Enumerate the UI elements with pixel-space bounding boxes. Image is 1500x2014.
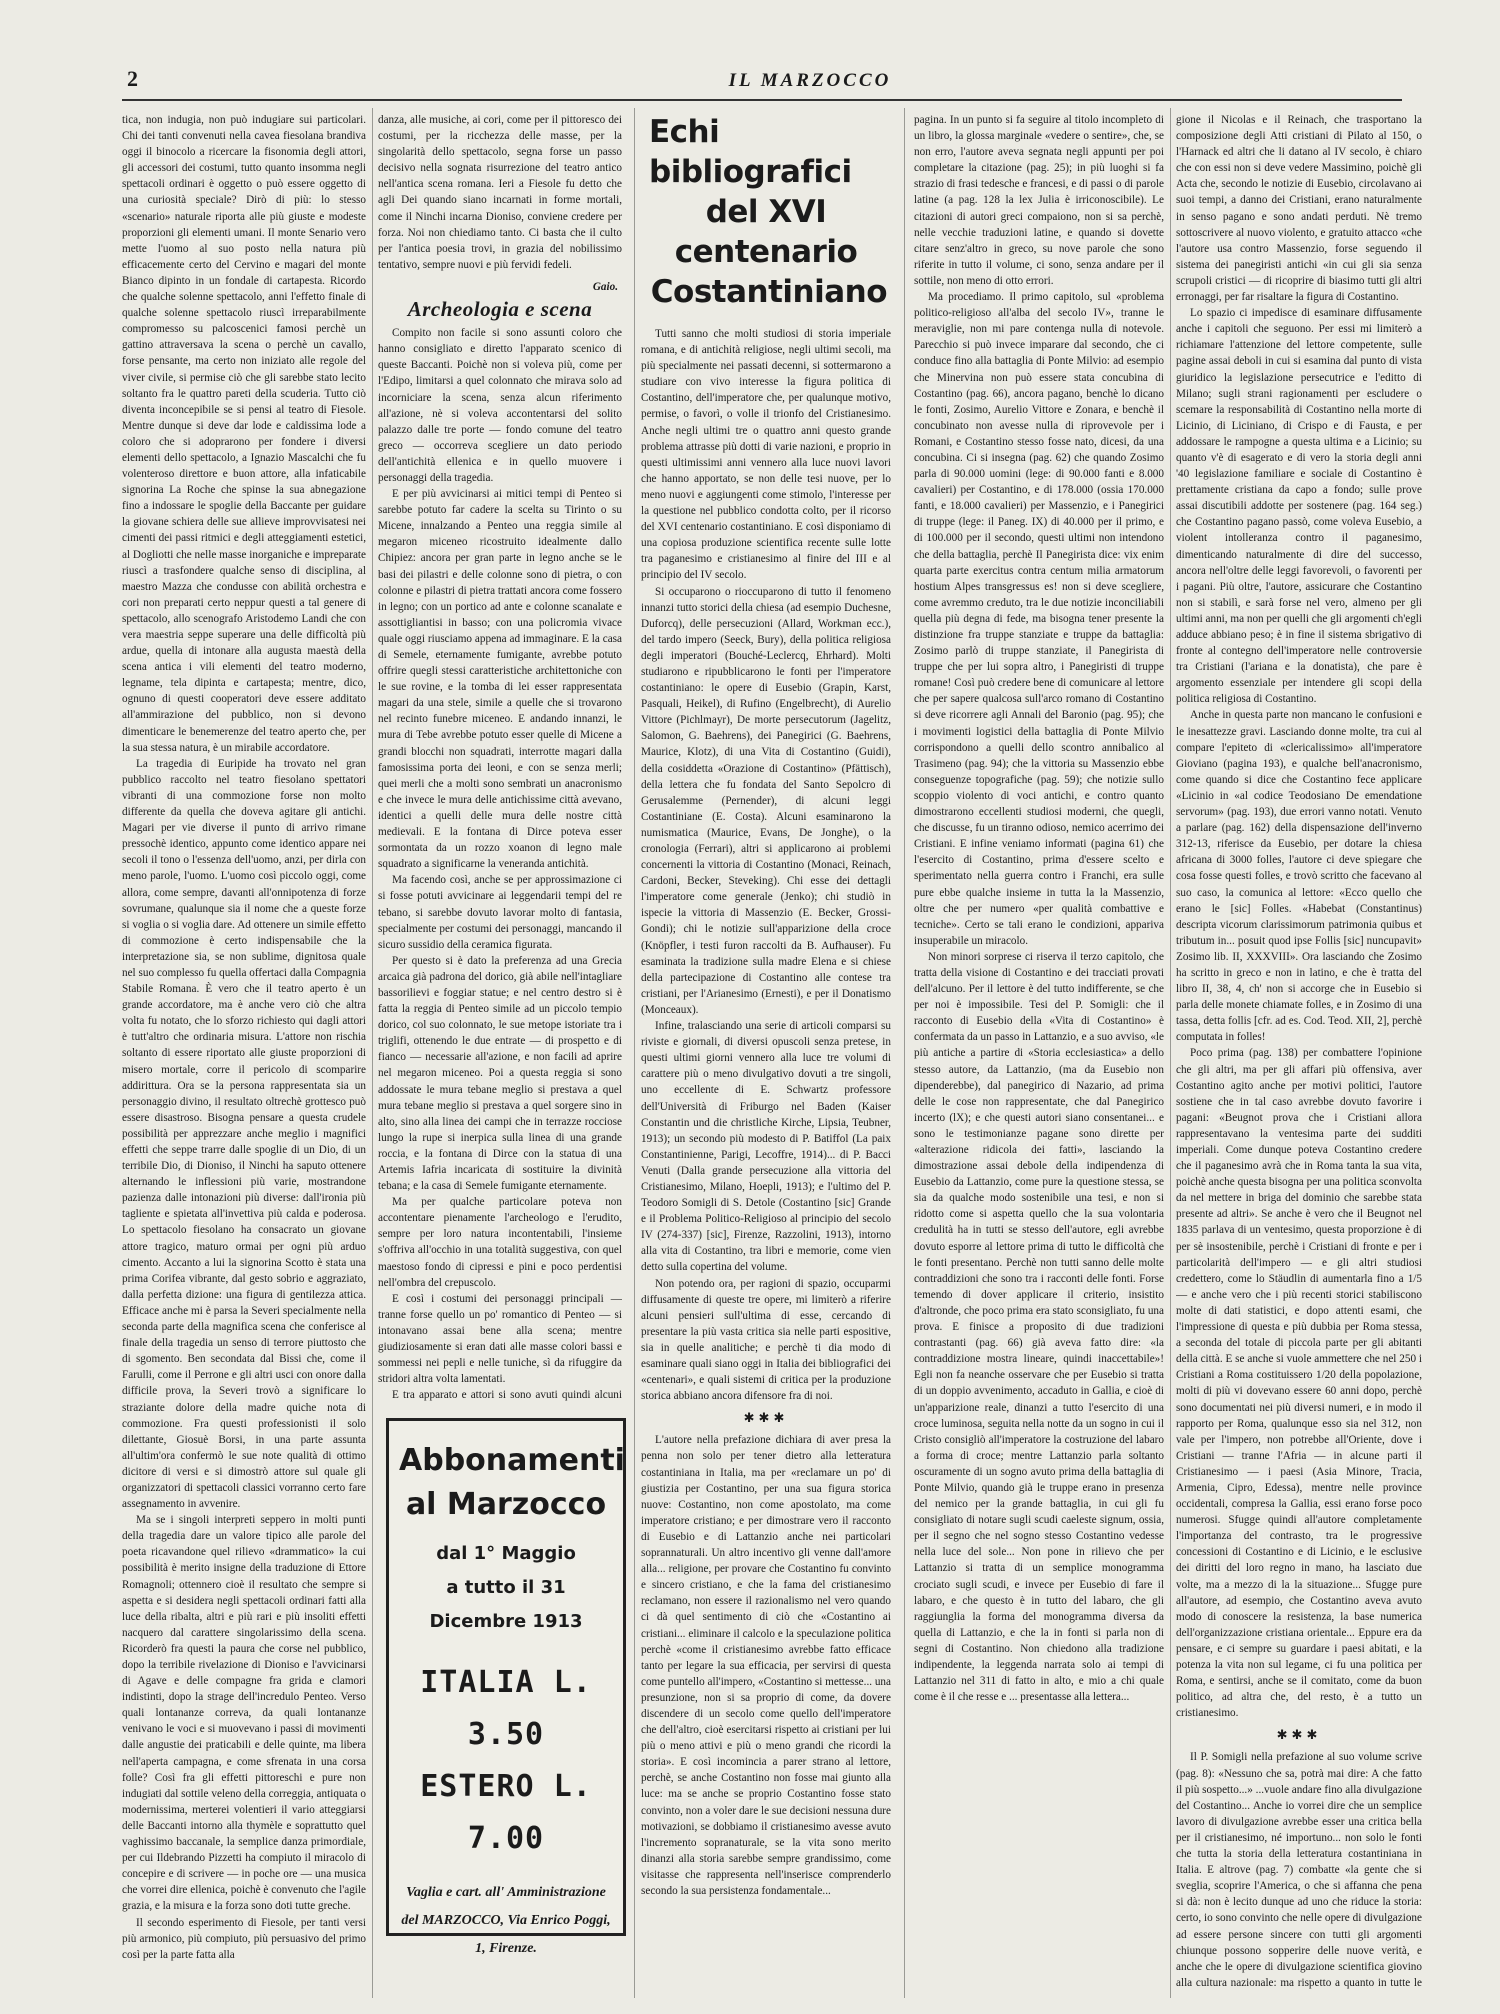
paragraph: Poco prima (pag. 138) per combattere l'opinione che gli altri, ma per gli affari più offensiva, aver Costantino agito anche per motivi politici, l'autore sostiene che in tal caso avrebbe dovuto favorire i pagani: «Beugnot prova che i Cristiani allora rappresentavano la ventesima parte dei sudditi imperiali. Come dunque poteva Costantino credere che il paganesimo avrà che in Roma tanta la sua vita, poichè anche questa bisogna per una politica sconvolta da nel mettere in briga del dominio che sarebbe stata presente ad altri». Se anche è vero che il Beugnot nel 1835 parlava di un ventesimo, questa proporzione è di per sè insostenibile, perchè i Cristiani di fronte e per i particolarità dell'impero — e gli altri studiosi credettero, come lo Stäudlin di aumentarla fino a 1/5 — e anche vero che i più recenti storici stabiliscono molte di dati statistici, e dopo attenti esami, che l'impressione di questa e più dubbia per Roma stessa, a seconda del totale di piccola parte per gli abitanti della città. E se anche si vuole ammettere che nel 250 i Cristiani a Roma costituissero 1/20 della popolazione, molti di più vi dovevano essere 60 anni dopo, perchè sono documentati nei più diversi numeri, e in modo il rapporto per Roma, qualunque esso sia nel 312, non vale per l'impero, non potrebbe all'Oriente, dove i Cristiani — tranne l'Afria — in alcune parti il Cristianesimo — i paesi (Asia Minore, Tracia, Armenia, Cipro, Edessa), mentre nelle province occidentali, compresa la Gallia, essi erano forse poco numerosi. Sfugge quindi all'autore completamente l'importanza del contrasto, tra le progressive concessioni di Costantino e di Licinio, e le esclusive dei diritti del loro regno in mano, ha lasciato due volte, ma a mezzo di la la situazione... Sfugge pure all'autore, ad esempio, che Costantino aveva avuto modo di conoscere la resistenza, la base numerica dell'organizzazione cristiana orientale... Eppure era da pensare, e ci sempre su guardare i paesi abitati, e la potenza la vita non sul legame, ci fu una politica per Roma, e sentirsi, anche se il comitato, come da buon politico, ad altra che, del resto, è a tutto un cristianesimo. [1176, 1047, 1422, 1720]
paragraph: E tra apparato e attori si sono avuti quindi alcuni [392, 1389, 622, 1402]
paragraph: pagina. In un punto si fa seguire al titolo incompleto di un libro, la glossa marginale «vedere o sentire», che, se non erro, l'autore aveva segnata negli appunti per poi completare la citazione (pag. 25); in più luoghi si fa strazio di frasi tedesche e francesi, e di passi o di parole latine (a pag. 128 la lex Julia è irriconoscibile). Le citazioni di autori greci compaiono, non si sa perchè, nelle vecchie traduzioni latine, e quando si dovette citare senz'altro in greco, su nove parole che sono riferite in tutto il volume, ci sono, senza andare per il sottile, non meno di otto errori. [914, 114, 1164, 287]
ad-period: a tutto il 31 Dicembre 1913 [429, 1577, 583, 1632]
section-divider-stars: ✱✱✱ [743, 1410, 789, 1426]
subscription-ad [386, 1418, 626, 1956]
paragraph: Per questo si è dato la preferenza ad una Grecia arcaica già padrona del dorico, già abile nell'intagliare bassorilievi e foggiar statue; e nel centro destro si è fatta la reggia di Penteo simile ad un piccolo tempio dorico, col suo colonnato, le sue metope istoriate tra i triglifi, ottenendo le due entrate — di prospetto e di fianco — necessarie all'azione, e non facili ad aprire nel megaron miceneo. Poi a questa reggia si sono addossate le mura tebane meglio si prestava a quel mura tebane meglio si prestava a quel sorgere sino in alto, sino alla linea dei campi che in terrazze rocciose lungo la rupe si inerpica sulla linea di una grande roccia, e la fontana di Dirce con la statua di una Artemis Iafria incaricata di sostituire la divinità tebana; e la casa di Semele fumigante eternamente. [378, 954, 622, 1193]
author-signature: Gaio. [592, 280, 618, 293]
paragraph: Il secondo esperimento di Fiesole, per tanti versi più armonico, più compiuto, più persuasivo del primo così per la parte fatta alla [122, 1916, 366, 1961]
paragraph: L'autore nella prefazione dichiara di aver presa la penna non solo per tener dietro alla letteratura costantiniana in Italia, ma per «reclamare un po' di giustizia per Costantino, per una sua figura storica nuove: Costantino, non come apostolato, ma come imperatore cristiano; e per dimostrare vero il racconto di Eusebio e di Lattanzio anche nei particolari soprannaturali. Un altro incentivo gli venne dall'amore alla... religione, per provare che Costantino fu convinto e sincero cristiano, e che la fama del cristianesimo reclamano, non essere il razionalismo nel vero quando ci dà quel sentimento di ciò che «Costantino ai cristiani... eliminare il calcolo e la speculazione politica perchè «come il cristianesimo avrebbe fatto efficace tanto per legare la sua efficacia, per servirsi di questa come puntello all'impero, «Costantino si mettesse... una presunzione, non si sa proprio di come, da dovere discendere di un secolo come quello dell'imperatore che dell'altro, cioè esercitarsi rispetto ai cristiani per lui più o meno attivi e più o meno grandi che ricordi la storia». E così incomincia a parer strano al lettore, perchè, se anche Costantino non fosse mai giunto alla luce: ma se anche se proprio Costantino fosse stato convinto, non a voler dare le sue decisioni nessuna dure motivazioni, se dobbiamo il cristianesimo avesse avuto l'incremento sopranaturale, se la vita sono merito dinanzi alla storia sarebbe sempre grandissimo, come visitasse che rappresenta nell'inserisce comprenderlo secondo la sua persistenza fondamentale... [641, 1434, 891, 1897]
paragraph: La tragedia di Euripide ha trovato nel gran pubblico raccolto nel teatro fiesolano spettatori vibranti di una commozione forse non molto differente da quella che doveva agitare gli antichi. Magari per vie diverse il punto di arrivo rimane pressochè identico, appunto come identico appare nei secoli il tono o l'essenza dell'uomo, anzi, per dirla con meno parole, l'uomo. L'uomo così piccolo oggi, come allora, come sempre, davanti all'onnipotenza di forze sovrumane, qualunque sia il nome che a queste forze si voglia o si voglia dare. Ad ottenere un simile effetto di commozione è certo indispensabile che la interpretazione sia, se non sublime, dignitosa quale nel suo complesso fu quella offertaci dalla Compagnia Stabile Romana. È vero che il teatro aperto è un grande accordatore, ma è anche vero ciò che altra volta fu notato, che lo sforzo richiesto qui dagli attori è tutt'altro che ordinaria misura. L'attore non rischia soltanto di essere riportato alle giuste proporzioni di misero mortale, corre il pericolo di scomparire addirittura. Ora se la persona rappresentata sia un personaggio divino, il resultato oltrechè grottesco può essere disastroso. Bisogna pensare a questa crudele possibilità per apprezzare anche meglio i magnifici effetti che seppe trarre dalle spoglie di un Dio, di un terribile Dio, di Dioniso, il Ninchi ha saputo ottenere alternando le inflessioni più varie, mostrandone pazienza dalle intonazioni più diverse: dall'ironia più tagliente e spietata all'invettiva più calda e poderosa. Lo spettacolo fiesolano ha consacrato un giovane attore tragico, maturo ormai per ogni più arduo cimento. Accanto a lui la signorina Scotto è stata una prima Corifea vibrante, dal gesto sobrio e aggraziato, dalla perfetta dizione: una figura di gentilezza attica. Efficace anche mi è parsa la Severi specialmente nella seconda parte della magnifica scena che conferisce al finale della tragedia un senso di terrore piuttosto che di sgomento. Ben secondata dal Bissi che, come il Farulli, come il Perrone e gli altri usci con onore dalla difficile prova, la Severi trovò a significare lo straziante dolore della madre quiche nota di commozione. Fra questi professionisti il solo dilettante, Giosuè Borsi, in una parte assunta all'ultim'ora confermò le sue note qualità di ottimo dicitore di versi e si dimostrò attore sul quale gli organizzatori di spettacoli classici vorranno certo fare assegnamento in avvenire. [122, 757, 366, 1511]
column-1 [122, 112, 366, 1992]
paragraph: E così i costumi dei personaggi principali — tranne forse quello un po' romantico di Penteo — si intonavano assai bene alla scena; mentre giudiziosamente si eran dati alle masse colori bassi e sommessi nei pepli e nelle tuniche, sì da rifuggire da stridori altra volta lamentati. [378, 1292, 622, 1386]
article-title-line: del XVI centenario [674, 194, 858, 270]
paragraph: Ma se i singoli interpreti seppero in molti punti della tragedia dare un valore tipico alle parole del poeta ricavandone quel rilievo «drammatico» la cui possibilità è merito insigne della traduzione di Ettore Romagnoli; ottennero cioè il resultato che sempre si aspetta e si desidera negli spettacoli ordinari fatti alla luce della ribalta, altri e più rari e più insoliti effetti nacquero dal carattere singolarissimo della scena. Ricorderò fra questi la paura che corse nel pubblico, dopo la terribile rivelazione di Dioniso e l'avvicinarsi di Agave e delle compagne fra grida e clamori indistinti, dopo la strage dell'incredulo Penteo. Verso quali lontananze correva, da quali lontananze venivano le voci e si muovevano i passi di movimenti dalle angustie dei praticabili e delle quinte, ma libera nell'aperta campagna, e come sfrenata in una corsa folle? Così fra gli effetti pittoreschi e pure non indugiati dal sottile veleno della correggia, antiquata o modernissima, merterei volentieri il vario atteggiarsi delle Baccanti intorno alla thymèle e soprattutto quel vaghissimo baccanale, la semplice danza primordiale, per cui Ildebrando Pizzetti ha compiuto il miracolo di concepire e di scrivere — in poche ore — una musica che vorrei dire ellenica, poichè è convenuto che l'agile grazia, e la misura e la forza sono doti tutte greche. [122, 1514, 366, 1913]
ad-period: dal 1° Maggio [436, 1543, 576, 1564]
price-abroad: ESTERO L. 7.00 [420, 1769, 592, 1856]
paragraph: Si occuparono o rioccuparono di tutto il fenomeno innanzi tutto storici della chiesa (ad esempio Duchesne, Duforcq), delle persecuzioni (Allard, Workman ecc.), del tardo impero (Seeck, Bury), della politica religiosa degli imperatori (Bouché-Leclercq, Ehrhard). Molti studiarono e ripubblicarono le fonti per l'imperatore costantiniano: le opere di Eusebio (Grapin, Karst, Pasquali, Heikel), di Rufino (Engelbrecht), di Aurelio Vittore (Pichlmayr), De morte persecutorum (Jagelitz, Salomon, G. Baehrens), dei Panegirici (G. Baehrens, Maurice, Klotz), di una Vita di Costantino (Guidi), della cosiddetta «Orazione di Costantino» (Pfättisch), della lettera che fu fondata del Santo Sepolcro di Gerusalemme (Pernender), di alcuni leggi Costantiniane (E. Costa). Alcuni esaminarono la numismatica (Maurice, Evans, De Jonghe), o la cronologia (Ferrari), altri si applicarono ai problemi concernenti la vittoria di Costantino (Monaci, Reinach, Cardoni, Becker, Steveking). Chi esse dei dettagli l'imperatore come generale (Jenko); chi studiò in ispecie la vittoria di Massenzio (E. Becker, Grossi-Gondi); chi le notizie sull'apparizione della croce (Knöpfler, i testi furon raccolti da B. Aufhauser). Fu esaminata la tradizione sulla madre Elena e si chiese della partecipazione di Costantino alle contese tra cristiani, per l'Arianesimo (Ernesti), e per il Donatismo (Monceaux). [641, 585, 891, 1016]
article-title-line: Echi bibliografici [649, 114, 852, 190]
ad-title-line: Abbonamenti [399, 1443, 625, 1478]
column-5 [1176, 112, 1422, 1992]
section-title: Archeologia e scena [407, 297, 593, 322]
paragraph: Il P. Somigli nella prefazione al suo volume scrive (pag. 8): «Nessuno che sa, potrà mai dire: A che fatto il più sospetto...» ...vuole andare fino alla divulgazione del Costantino... Anche io vorrei dire che un semplice lavoro di divulgazione avrebbe esser una critica bella per il cristianesimo, né importuno... non solo le fonti che tutta la storia della letteratura costantiniana in Italia. E altrove (pag. 7) combatte «la gente che si sveglia, scoprire l'America, o che si affanna che pena si dà: non è lecito dunque ad uno che riduce la storia: certo, io sono convinto che nelle opere di divulgazione ad essere persone sincere con tutti gli argomenti chiunque possono sopperire delle nuove verità, e anche che le opere di divulgazione scientifica giovino alla cultura nazionale: ma rispetto a quanto in tutte le [1176, 1751, 1422, 1989]
paragraph: E per più avvicinarsi ai mitici tempi di Penteo si sarebbe potuto far cadere la scelta su Tirinto o su Micene, innalzando a Penteo una reggia simile al megaron miceneo ricostruito idealmente dallo Chipiez: ancora per gran parte in legno anche se le basi dei pilastri e delle colonne sono di pietra, o con colonne e pilastri di pietra trattati ancora come fossero in legno; con un portico ad ante e colonne scanalate e assottigliantisi in basso; con una policromia vivace quale oggi riusciamo appena ad immaginare. E la casa di Semele, eternamente fumigante, avrebbe potuto offrire quegli stessi caratteristiche architettoniche con le sue rovine, e la tomba di lei esser rappresentata magari da una stele, simile a quelle che si trovarono nel recinto funebre miceneo. E andando innanzi, le mura di Tebe avrebbe potuto esser quelle di Micene a grandi blocchi non squadrati, interrotte magari dalla famosissima porta dei leoni, e con se senza merli; quei merli che a molti sono sembrati un anacronismo e che invece le mura delle antichissime città avevano, identici a quelli delle mura delle nostre città medievali. E la fontana di Dirce poteva esser sormontata da un rozzo xoanon di legno male squadrato a significarne la veneranda antichità. [378, 488, 622, 871]
paragraph: Ma facendo così, anche se per approssimazione ci si fosse potuti avvicinare ai leggendarii tempi del re tebano, si sarebbe dovuto lavorar molto di fantasia, specialmente per costumi dei personaggi, mancando il sicuro sussidio della ceramica figurata. [378, 874, 622, 951]
article-title-line: Costantiniano [650, 274, 887, 310]
ad-note: Vaglia e cart. all' Amministrazione del MARZOCCO, Via Enrico Poggi, 1, Firenze. [401, 1885, 611, 1956]
column-2 [378, 112, 622, 1402]
price-italy: ITALIA L. 3.50 [420, 1665, 592, 1752]
paragraph: Non potendo ora, per ragioni di spazio, occuparmi diffusamente di queste tre opere, mi limiterò a riferire alcuni pensieri sull'ultima di esse, cercando di presentare la più vasta critica sia nelle parti espositive, sia in quelle analitiche; e perchè ti dia modo di esaminare quali siano oggi in Italia dei bibliografici dei «centenari», e quali sistemi di critica per la produzione storica abbiano ancora difensore fra di noi. [641, 1277, 891, 1403]
column-4 [914, 112, 1164, 1992]
paragraph: Ma procediamo. Il primo capitolo, sul «problema politico-religioso all'alba del secolo IV», tranne le meraviglie, non mi pare contenga nulla di notevole. Parecchio si può invece imparare dal secondo, che ci conduce fino alla battaglia di Ponte Milvio: ad esempio che Minervina non può essere stata concubina di Costantino (pag. 66), ancora pagano, benchè lo dicano le fonti, Zosimo, Aurelio Vittore e Zonara, e benchè il concubinato non avesse nulla di riprovevole per i Romani, e Costantino stesso fosse nato, dicesi, da una concubina. Ci si insegna (pag. 62) che quando Zosimo parla di 90.000 uomini (lege: di 90.000 fanti e 8.000 cavalieri) per Costantino, e di 178.000 (ossia 170.000 fanti, e 18.000 cavalieri) per Massenzio, e i Panegirici di truppe (lege: il Paneg. IX) di 40.000 per il primo, e di 100.000 per il secondo, questi ultimi non intendono che della battaglia, perchè Il Panegirista dice: vix enim quarta parte exercitus contra centum milia armatorum hostium Alpes transgressus es! non si deve scegliere, come avremmo creduto, tra le due notizie inconciliabili quella più degna di fede, ma bisogna tener presente la distinzione fra truppe stanziate e truppe da battaglia: Zosimo parlò di truppe stanziate, il Panegirista di truppe che per lui sopra altro, i Panegiristi di truppe romane! Così può credere bene di comunicare al lettore che per sapere qualcosa sull'arco romano di Costantino si deve ricorrere agli Annali del Baronio (pag. 95); che i movimenti logistici della battaglia di Ponte Milvio corrispondono a quelli dello scontro annibalico al Trasimeno (pag. 94); che la vittoria su Massenzio ebbe conseguenze topografiche (pag. 59); che notizie sullo scoppio violento di voci antichi, e contro quanto dimostrarono eccellenti studiosi moderni, che quegli, che discusse, fu un tiranno odioso, nemico acerrimo dei Cristiani. E infine veniamo informati (pagina 61) che l'esercito di Costantino, prima d'essere scelto e sperimentato nella guerra contro i Franchi, era sulle pure ebbe qualche insieme in tutta la la Massenzio, oltre che per numero «per qualità combattive e tecniche». Certo se tali erano le condizioni, appariva insuperabile un miracolo. [914, 291, 1164, 947]
ad-title [399, 1439, 625, 1527]
paragraph: gione il Nicolas e il Reinach, che trasportano la composizione degli Atti cristiani di Pilato al 150, o l'Harnack ed altri che li datano al IV secolo, è chiaro che con essi non si deve vedere Massimino, poichè gli Acta che, secondo le notizie di Eusebio, circolavano ai suoi tempi, a danno dei Cristiani, erano naturalmente in senso pagano e sono andati perduti. Nè tremo sottoscrivere al nuovo violento, e gratuito attacco «che l'autore usa contro Massenzio, forse seguendo il sistema dei panegiristi antichi «in cui gli sia senza scrupoli cristici — di ricoprire di biasimo tutti gli altri erronaggi, per far risaltare la figura di Costantino. [1176, 114, 1422, 304]
header-rule [122, 99, 1402, 101]
article-title [641, 112, 891, 312]
paragraph: Compito non facile si sono assunti coloro che hanno consigliato e diretto l'apparato scenico di queste Baccanti. Poichè non si voleva più, come per l'Edipo, limitarsi a quel colonnato che mirava solo ad incorniciare la scena, senza alcun riferimento all'azione, nè si voleva accontentarsi del solito palazzo dalle tre porte — fondo comune del teatro greco — occorreva scegliere un dato periodo dell'antichità ellenica e in quello muovere i personaggi della tragedia. [378, 327, 622, 484]
column-separator [372, 108, 373, 1998]
section-divider-stars: ✱✱✱ [1276, 1727, 1322, 1743]
paragraph: Anche in questa parte non mancano le confusioni e le inesattezze gravi. Lasciando donne molte, tra cui al compare l'epiteto di «clericalissimo» all'imperatore Gioviano (pagina 193), e qualche bell'anacronismo, come quando si dice che Costantino fece applicare «Licinio in «al codice Teodosiano De emendatione servorum» (pag. 193), due errori vanno notati. Venuto a parlare (pag. 162) della dispensazione dell'inverno 312-13, riferisce da Eusebio, per dotare la chiesa africana di 3000 folles, l'autore ci deve spiegare che cosa fosse questi folles, e trovò scritto che facevano al suo caso, la comunica al lettore: «Ecco quello che erano le [sic] Folles. «Habebat (Constantinus) descripta vicorum clarissimorum patrimonia quibus et tributum in... posuit quod ipse Follis [sic] nuncupavit» Zosimo lib. II, XXXVIII». Ora lasciando che Zosimo ha scritto in greco e non in latino, e che è tratta del libro II, 38, 4, ch' non si accorge che in Eusebio si parla delle monete chiamate folles, e in Zosimo di una tassa, detta follis [cfr. ad es. Cod. Teod. XII, 2], perchè computata in folles! [1176, 709, 1422, 1044]
column-3 [641, 112, 891, 1992]
paragraph: Tutti sanno che molti studiosi di storia imperiale romana, e di antichità religiose, negli ultimi secoli, ma più specialmente nei passati decenni, si sottermarono a studiare con vivo interesse la figura politica di Costantino, dell'imperatore che, per qualunque motivo, permise, o favorì, o volle il trionfo del Cristianesimo. Anche negli ultimi tre o quattro anni questo grande problema attrasse più dotti di varie nazioni, e proprio in questi ultimissimi anni vennero alla luce nuovi lavori che hanno apportato, se non delle tesi nuove, per lo meno nuovi e aggiungenti come stimolo, l'interesse per la questione nel pubblico condotta colto, per il ricorso del XVI centenario costantiniano. E così disponiamo di una copiosa produzione scientifica recente sulle lotte tra paganesimo e cristianesimo al finire del III e al principio del IV secolo. [641, 328, 891, 582]
column-separator [634, 108, 635, 1998]
paragraph: Lo spazio ci impedisce di esaminare diffusamente anche i capitoli che seguono. Per essi mi limiterò a richiamare l'attenzione del lettore competente, sulle pagine assai deboli in cui si esamina dal punto di vista giuridico la legislazione persecutrice e l'editto di Milano; sugli strani ragionamenti per escludere o scemare la responsabilità di Costantino nella morte di Licinio, di Liciniano, di Crispo e di Fausta, e per addossare le rampogne a questa ultima e a Licinio; su quanto v'è di esagerato e di vero la storia degli anni '40 legislazione familiare e sociale di Costantino è prettamente cristiana da capo a fondo; sulle prove assai discutibili addotte per sostenere (pag. 164 seg.) che Costantino pagano passò, come voleva Eusebio, a violent intolleranza contro il paganesimo, dimenticando naturalmente di dire del successo, ancora nell'oltre delle leggi favorevoli, o favorenti per i pagani. Più oltre, l'autore, assicurare che Costantino non si stabilì, e sarà forse nel vero, almeno per gli ultimi anni, ma non per quelli che gli argomenti ch'egli adduce abbiano peso; è in fine il sistema sbrigativo di fronte al contegno dell'imperatore nelle controversie tra Cristiani (l'ariana e la donatista), che pare è argomento essenziale per intendere gli scopi della politica religiosa di Costantino. [1176, 307, 1422, 706]
paragraph: Ma per qualche particolare poteva non accontentare pienamente l'archeologo e l'erudito, sempre per loro natura incontentabili, l'insieme s'offriva all'occhio in una totalità suggestiva, con quel maestoso fondo di cipressi e pini e poco perdentisi nell'ombra del crepuscolo. [378, 1196, 622, 1289]
paragraph: Non minori sorprese ci riserva il terzo capitolo, che tratta della visione di Costantino e dei tracciati provati dell'alcuno. Per il lettore è del tutto indifferente, se che per noi è impossibile. Tesi del P. Somigli: che il racconto di Eusebio della «Vita di Costantino» è confermata da un passo in Lattanzio, e a suo avviso, «le più antiche a partire di «Storia ecclesiastica» a dello stesso autore, da Lattanzio, (ma da Eusebio non dipenderebbe), dal panegirico di Nazario, ad prima delle le cose non rappresentate, che dal Panegirico incerto (lX); e che questi autori siano consentanei... e sono le testimonianze pagane sono dirette per «alterazione ridicola dei fatti», lasciando la dimostrazione assai debole della indipendenza di Eusebio da Lattanzio, come pure la questione stessa, se sia da qualche modo sostenibile una tesi, e non si ridotto come si aspetta quello che la sua volontaria credulità ha in tutti se stesso dell'autore, egli avrebbe dovuto esporre al lettore prima di tutto le difficoltà che le fonti presentano. Perchè non tutti sanno delle molte contraddizioni che sono tra i racconti delle fonti. Forse temendo di dover applicare il criterio, insistito d'altronde, che poco prima era stato sconsigliato, fu una prova. E finisce a proposito di due tradizioni contrastanti (pag. 66) già aveva fatto dire: «la contraddizione mostra lineare, quindi inaccettabile»! Egli non fa neanche osservare che per Eusebio si tratta di un doppio avvenimento, accaduto in Gallia, e cioè di un'apparizione reale, dinanzi a tutto l'esercito di una croce luminosa, seguita nella notte da un sogno in cui il Cristo consigliò all'imperatore la costruzione del labaro a forma di croce; mentre Lattanzio parla soltanto oscuramente di un sogno avuto prima della battaglia di Ponte Milvio, quando già le truppe erano in presenza del nemico per la grande battaglia, in cui gli fu consigliato di notare sugli scudi caeleste signum, ossia, per il segno che nel sogno stesso Costantino vedesse nella luce del sole... Non pone in rilievo che per Lattanzio si tratta di un semplice monogramma crociato sugli scudi, e invece per Eusebio di fare il labaro, e che questo è in tutto del labaro, che gli raggiunglia la forma del monogramma diversa da quella di Lattanzio, e che la in fonti si parla non di segni di Costantino. Non chiedono alla tradizione indipendente, la leggenda narrata solo ai tempi di Lattanzio nel 311 di fatto in alto, e mio a chi quale come è il che resse e ... presentasse alla lettera... [914, 950, 1164, 1704]
column-separator [904, 108, 905, 1998]
masthead: IL MARZOCCO [728, 70, 892, 91]
paragraph: danza, alle musiche, ai cori, come per il pittoresco dei costumi, per la ricchezza delle masse, per la singolarità dello spettacolo, segna forse un passo decisivo nella sognata risurrezione del teatro antico nell'antica scena romana. Ieri a Fiesole fu detto che agli Dei quando siano incarnati in forme mortali, come il Ninchi incarna Dioniso, conviene credere per forza. Noi non chiediamo tanto. Ci basta che il culto per l'antica poesia trovi, in grazia del nobilissimo tentativo, sempre nuovi e più fervidi fedeli. [378, 114, 622, 271]
paragraph: Infine, tralasciando una serie di articoli comparsi su riviste e giornali, di diversi opuscoli senza pretese, in questi ultimi giorni vennero alla luce tre volumi di carattere più o meno divulgativo dovuti a tre singoli, uno eccellente di E. Schwartz professore dell'Università di Friburgo nel Baden (Kaiser Constantin und die christliche Kirche, Lipsia, Teubner, 1913); un secondo più modesto di P. Batiffol (La paix Constantinienne, Parigi, Lecoffre, 1914)... di P. Bacci Venuti (Dalla grande persecuzione alla vittoria del Cristianesimo, Milano, Hoepli, 1913); e l'ultimo del P. Teodoro Somigli di S. Detole (Costantino [sic] Grande e il Problema Politico-Religioso al principio del secolo IV (274-337) [sic], Firenze, Razzolini, 1913), intorno alla vita di Costantino, tra libri e memorie, come vien detto sulla copertina del volume. [641, 1020, 891, 1274]
page-number: 2 [127, 66, 138, 91]
paragraph: tica, non indugia, non può indugiare sui particolari. Chi dei tanti convenuti nella cavea fiesolana brandiva oggi il binocolo a ricercare la fisonomia degli attori, gli accessori dei costumi, tutto quanto insomma negli spettacoli ordinari è oggetto o può essere oggetto di una curiosità speciale? Dirò di più: lo stesso «scenario» naturale riporta alle più giuste e modeste proporzioni gli elementi umani. Il monte Senario vero mette l'uomo al suo posto nella natura più efficacemente certo del Cervino e magari del monte Bianco dipinto in un fondale di cartapesta. Ricordo che qualche solenne spettacolo, anni l'effetto finale di qualche solenne spettacolo riuscì irreparabilmente compromesso su palcoscenici famosi perchè un gattino attraversava la scena o perchè un cavallo, forse pensante, ma certo non iniziato alle regole del viver civile, si permise ciò che gli sarebbe stato lecito soltanto fra le quattro pareti della scuderia. Tutto ciò diventa inconcepibile se si pensi al teatro di Fiesole. Mentre dunque si deve dar lode e caldissima lode a coloro che si adoprarono per fondere i diversi elementi dello spettacolo, a Ignazio Mascalchi che fu volenteroso direttore e buon attore, alla infaticabile signorina La Roche che spinse la sua abnegazione fino a indossare le spoglie della Baccante per guidare la giovane schiera delle sue allieve improvvisatesi nei cimenti dei passi ritmici e degli atteggiamenti estetici, al Dogliotti che nelle masse inorganiche e impreparate riuscì a trasfondere qualche senso di disciplina, al maestro Mazza che condusse con abilità orchestra e cori non preparati certo neppur questi a tal genere di spettacolo, allo scenografo Aristodemo Landi che con vera maestria seppe superare una delle difficoltà più ardue, quella di intonare alla augusta maestà della scena antica i vili elementi del teatro moderno, legname, tela dipinta e cartapesta; mentre, dico, ognuno di questi cooperatori deve essere additato all'ammirazione del pubblico, non si devono dimenticare le benemerenze del teatro aperto che, per la sua stessa natura, è un mirabile accordatore. [122, 114, 366, 754]
ad-title-line: al Marzocco [405, 1487, 607, 1522]
column-separator [1170, 108, 1171, 1998]
